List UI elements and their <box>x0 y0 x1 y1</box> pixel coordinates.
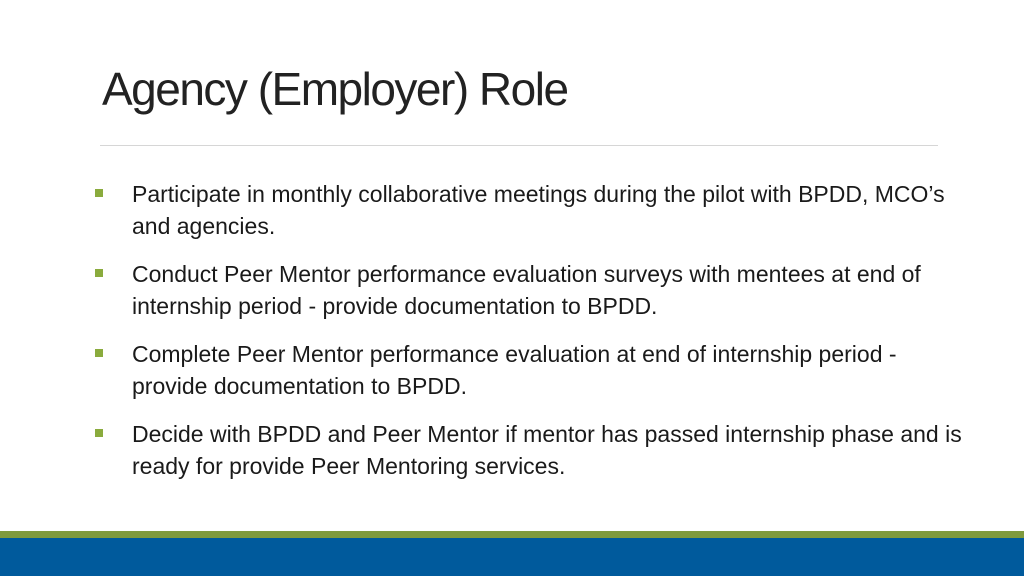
bullet-item <box>95 178 975 242</box>
bullet-item <box>95 418 975 482</box>
title-divider <box>100 145 938 146</box>
footer-green-stripe <box>0 531 1024 538</box>
bullet-item <box>95 338 975 402</box>
square-bullet-icon <box>95 429 103 437</box>
footer-blue-band <box>0 538 1024 576</box>
bullet-text: Decide with BPDD and Peer Mentor if mentor has passed internship phase and is ready for provide Peer Mentoring services. <box>132 421 962 479</box>
square-bullet-icon <box>95 269 103 277</box>
bullet-list <box>95 178 975 498</box>
bullet-item <box>95 258 975 322</box>
bullet-text: Complete Peer Mentor performance evaluation at end of internship period - provide documentation to BPDD. <box>132 341 897 399</box>
bullet-text: Conduct Peer Mentor performance evaluation surveys with mentees at end of internship period - provide documentation to BPDD. <box>132 261 921 319</box>
slide-title: Agency (Employer) Role <box>102 63 568 115</box>
square-bullet-icon <box>95 189 103 197</box>
square-bullet-icon <box>95 349 103 357</box>
bullet-text: Participate in monthly collaborative meetings during the pilot with BPDD, MCO’s and agencies. <box>132 181 945 239</box>
